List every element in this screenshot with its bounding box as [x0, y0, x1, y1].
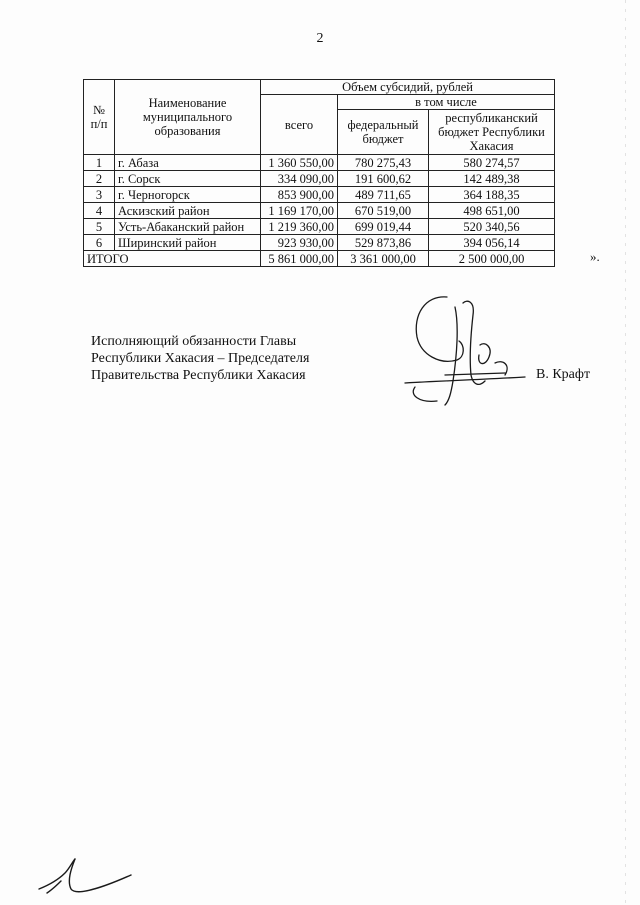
row-num: 2	[84, 171, 115, 187]
header-total: всего	[261, 95, 338, 155]
row-republican: 142 489,38	[429, 171, 555, 187]
signatory-title-line: Исполняющий обязанности Главы	[91, 334, 297, 349]
row-federal: 780 275,43	[338, 155, 429, 171]
row-name: Усть-Абаканский район	[115, 219, 261, 235]
summary-republican: 2 500 000,00	[429, 251, 555, 267]
signer-name: В. Крафт	[536, 367, 591, 382]
row-name: г. Сорск	[115, 171, 261, 187]
row-republican: 364 188,35	[429, 187, 555, 203]
table-row	[84, 171, 555, 187]
scan-fold-line	[625, 0, 626, 905]
row-total: 1 219 360,00	[261, 219, 338, 235]
row-total: 853 900,00	[261, 187, 338, 203]
header-republican: республиканский бюджет Республики Хакасия	[429, 110, 555, 155]
row-federal: 699 019,44	[338, 219, 429, 235]
row-republican: 580 274,57	[429, 155, 555, 171]
row-num: 5	[84, 219, 115, 235]
row-total: 334 090,00	[261, 171, 338, 187]
summary-federal: 3 361 000,00	[338, 251, 429, 267]
header-num: № п/п	[84, 80, 115, 155]
row-num: 3	[84, 187, 115, 203]
subsidies-table	[83, 79, 555, 267]
row-name: г. Абаза	[115, 155, 261, 171]
header-including: в том числе	[338, 95, 555, 110]
row-num: 6	[84, 235, 115, 251]
row-federal: 670 519,00	[338, 203, 429, 219]
header-volume: Объем субсидий, рублей	[261, 80, 555, 95]
row-total: 1 360 550,00	[261, 155, 338, 171]
row-federal: 529 873,86	[338, 235, 429, 251]
header-name: Наименование муниципального образования	[115, 80, 261, 155]
table-row	[84, 187, 555, 203]
table-row	[84, 219, 555, 235]
table-row	[84, 235, 555, 251]
header-federal: федеральный бюджет	[338, 110, 429, 155]
table-summary-row	[84, 251, 555, 267]
row-federal: 191 600,62	[338, 171, 429, 187]
row-name: г. Черногорск	[115, 187, 261, 203]
signatory-title	[91, 333, 309, 384]
row-name: Аскизский район	[115, 203, 261, 219]
table-row	[84, 155, 555, 171]
row-name: Ширинский район	[115, 235, 261, 251]
signatory-title-line: Республики Хакасия – Председателя	[91, 351, 310, 366]
row-republican: 520 340,56	[429, 219, 555, 235]
handwritten-initials	[35, 855, 145, 900]
table-header-row	[84, 80, 555, 95]
closing-quote: ».	[590, 249, 600, 264]
row-total: 923 930,00	[261, 235, 338, 251]
row-num: 1	[84, 155, 115, 171]
page-number: 2	[316, 31, 324, 46]
row-republican: 394 056,14	[429, 235, 555, 251]
signatory-title-line: Правительства Республики Хакасия	[91, 368, 306, 383]
row-republican: 498 651,00	[429, 203, 555, 219]
handwritten-signature	[385, 285, 535, 410]
row-num: 4	[84, 203, 115, 219]
summary-label: ИТОГО	[84, 251, 261, 267]
row-total: 1 169 170,00	[261, 203, 338, 219]
summary-total: 5 861 000,00	[261, 251, 338, 267]
table-row	[84, 203, 555, 219]
row-federal: 489 711,65	[338, 187, 429, 203]
